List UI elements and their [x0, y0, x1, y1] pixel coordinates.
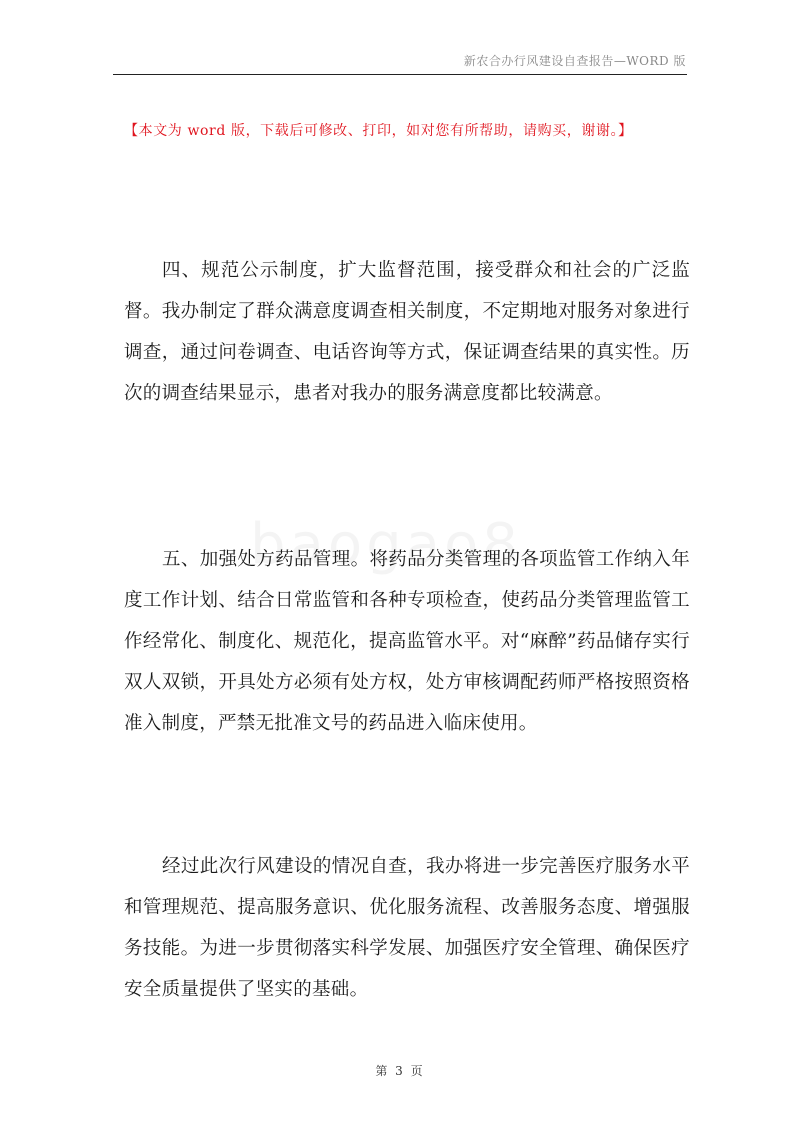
- purchase-notice: 【本文为 word 版，下载后可修改、打印，如对您有所帮助，请购买，谢谢。】: [124, 123, 633, 139]
- header-divider: [113, 74, 687, 75]
- page-number: 第 3 页: [375, 1064, 425, 1078]
- paragraph-prescription-management: 五、加强处方药品管理。将药品分类管理的各项监管工作纳入年度工作计划、结合日常监管和各种专项检查，使药品分类管理监管工作经常化、制度化、规范化，提高监管水平。对“麻醉”药品储存实行双人双锁，开具处方必须有处方权，处方审核调配药师严格按照资格准入制度，严禁无批准文号的药品进入临床使用。: [124, 549, 690, 734]
- paragraph-conclusion: 经过此次行风建设的情况自查，我办将进一步完善医疗服务水平和管理规范、提高服务意识、优化服务流程、改善服务态度、增强服务技能。为进一步贯彻落实科学发展、加强医疗安全管理、确保医疗安全质量提供了坚实的基础。: [124, 856, 690, 1000]
- paragraph-publicity-system: 四、规范公示制度，扩大监督范围，接受群众和社会的广泛监督。我办制定了群众满意度调查相关制度，不定期地对服务对象进行调查，通过问卷调查、电话咨询等方式，保证调查结果的真实性。历次的调查结果显示，患者对我办的服务满意度都比较满意。: [124, 260, 690, 404]
- header-title: 新农合办行风建设自查报告—WORD 版: [463, 54, 686, 68]
